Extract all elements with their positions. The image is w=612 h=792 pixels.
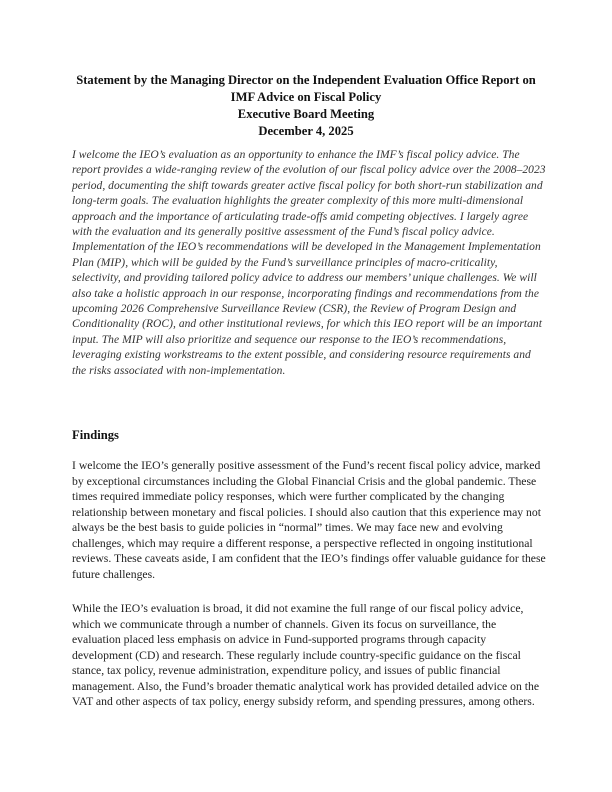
title-line-1: Statement by the Managing Director on the Independent Evaluation Office Report on [76, 73, 536, 87]
title-line-3: Executive Board Meeting [237, 107, 375, 121]
intro-paragraph: I welcome the IEO’s evaluation as an opportunity to enhance the IMF’s fiscal policy advice. The report provides a wide-ranging review of the evolution of our fiscal policy advice over the 2008–2023 period, documenting the shift towards greater active fiscal policy for both short-run stabilization and long-term goals. The evaluation highlights the greater complexity of this more multi-dimensional approach and the importance of articulating trade-offs amid competing objectives. I largely agree with the evaluation and its generally positive assessment of the Fund’s fiscal policy advice. Implementation of the IEO’s recommendations will be developed in the Management Implementation Plan (MIP), which will be guided by the Fund’s surveillance principles of macro-criticality, selectivity, and providing tailored policy advice to address our members’ unique challenges. We will also take a holistic approach in our response, incorporating findings and recommendations from the upcoming 2026 Comprehensive Surveillance Review (CSR), the Review of Program Design and Conditionality (ROC), and other institutional reviews, for which this IEO report will be an important input. The MIP will also prioritize and sequence our response to the IEO’s recommendations, leveraging existing workstreams to the extent possible, and considering resource requirements and the risks associated with non-implementation. [72, 149, 546, 377]
body-paragraph: While the IEO’s evaluation is broad, it did not examine the full range of our fiscal policy advice, which we communicate through a number of channels. Given its focus on surveillance, the evaluation placed less emphasis on advice in Fund-supported programs through capacity development (CD) and research. These regularly include country-specific guidance on the fiscal stance, tax policy, revenue administration, expenditure policy, and issues of public financial management. Also, the Fund’s broader thematic analytical work has provided detailed advice on the VAT and other aspects of tax policy, energy subsidy reform, and spending pressures, among others. [72, 602, 540, 708]
title-line-2: IMF Advice on Fiscal Policy [230, 90, 382, 104]
body-paragraph: I welcome the IEO’s generally positive assessment of the Fund’s recent fiscal policy advice, marked by exceptional circumstances including the Global Financial Crisis and the global pandemic. These times required immediate policy responses, which were further complicated by the changing relationship between monetary and fiscal policies. I should also caution that this experience may not always be the best basis to guide policies in “normal” times. We may face new and evolving challenges, which may require a different response, a perspective reflected in ongoing institutional reviews. These caveats aside, I am confident that the IEO’s findings offer valuable guidance for these future challenges. [72, 459, 546, 581]
title-line-4: December 4, 2025 [258, 124, 354, 138]
section-heading-findings: Findings [72, 428, 119, 442]
document-title [60, 72, 552, 140]
